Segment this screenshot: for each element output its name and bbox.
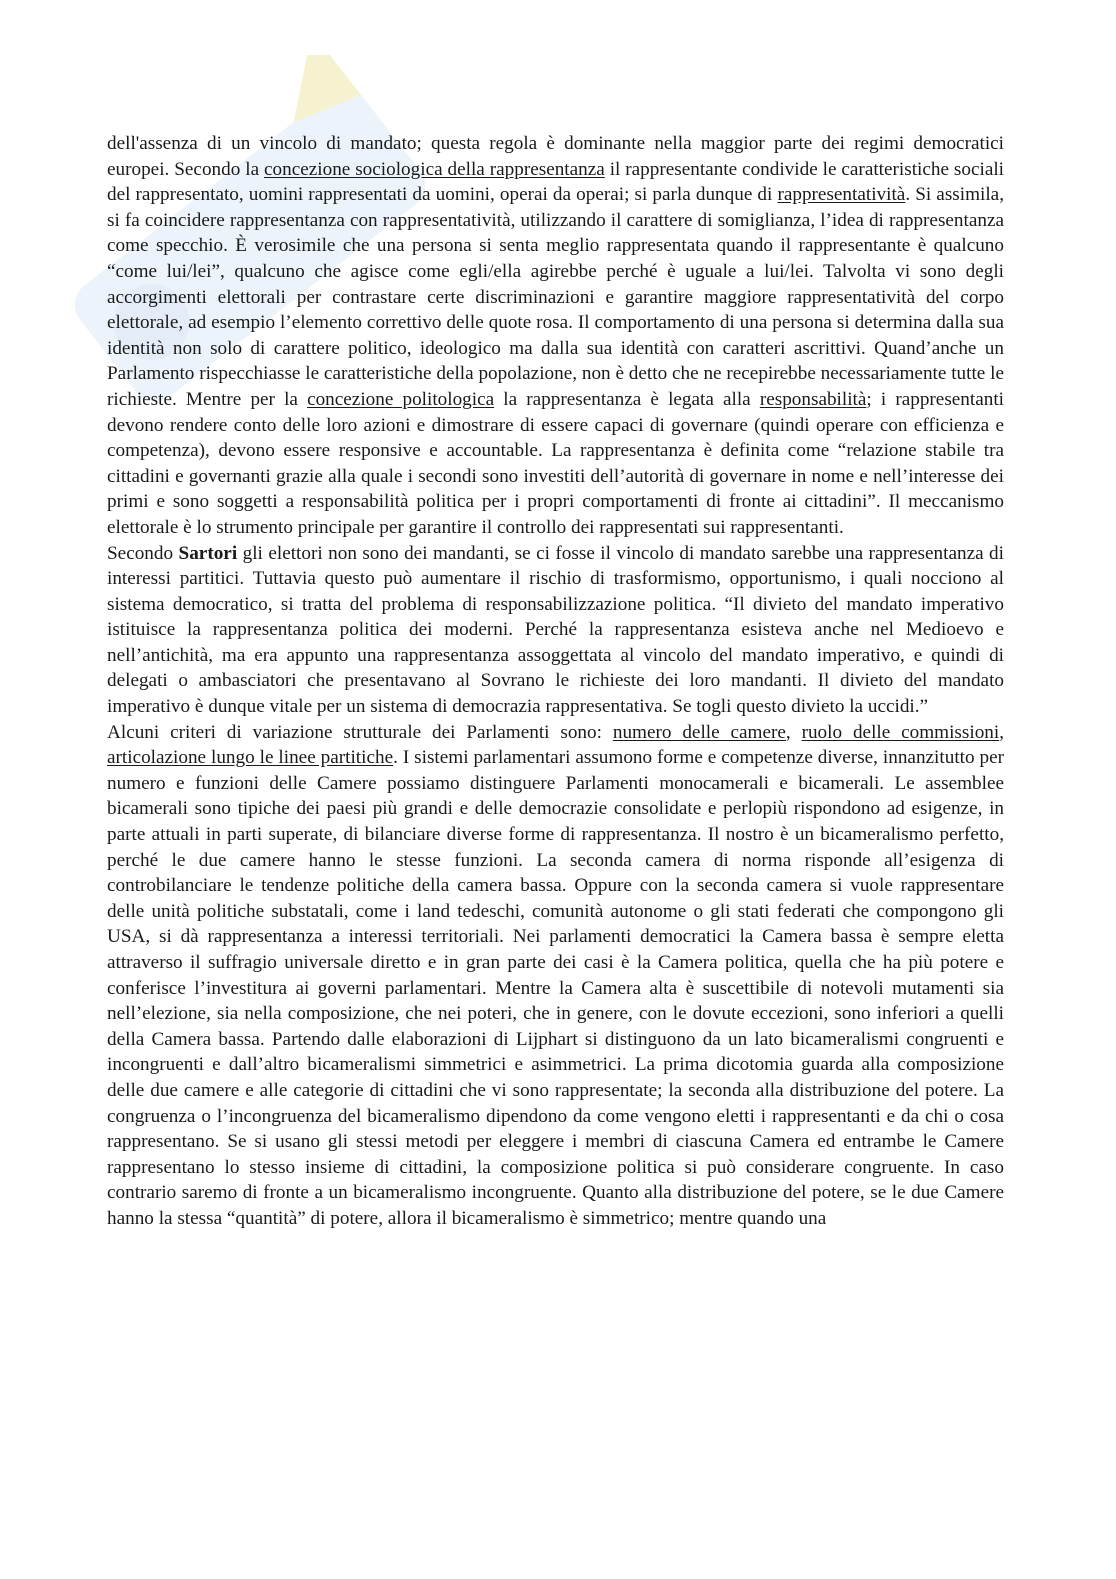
underlined-term: rappresentatività bbox=[777, 184, 906, 206]
underlined-term: articolazione lungo le linee partitiche bbox=[107, 747, 394, 769]
text-run: gli elettori non sono dei mandanti, se ci fosse il vincolo di mandato sarebbe una rappresentanza di interessi partitici. Tuttavia questo può aumentare il rischio di trasformismo, opportunismo, i quali nocciono al sistema democratico, si tratta del problema di responsabilizzazione politica. “Il divieto del mandato imperativo istituisce la rappresentanza politica dei moderni. Perché la rappresentanza esisteva anche nel Medioevo e nell’antichità, ma era appunto una rappresentanza assoggettata al vincolo del mandato imperativo, e quindi di delegati o ambasciatori che presentavano al Sovrano le richieste dei loro mandanti. Il divieto del mandato imperativo è dunque vitale per un sistema di democrazia rappresentativa. Se togli questo divieto la uccidi.” bbox=[107, 542, 1004, 718]
text-run: , bbox=[999, 721, 1005, 743]
document-body bbox=[107, 131, 1004, 1232]
underlined-term: concezione politologica bbox=[307, 388, 495, 410]
text-run: ; i rappresentanti devono rendere conto delle loro azioni e dimostrare di essere capaci di governare (quindi operare con efficienza e competenza), devono essere responsive e accountable. La rappresentanza è definita come “relazione stabile tra cittadini e governanti grazie alla quale i secondi sono investiti dell’autorità di governare in nome e nell’interesse dei primi e sono soggetti a responsabilità politica per i propri comportamenti di fronte ai cittadini”. Il meccanismo elettorale è lo strumento principale per garantire il controllo dei rappresentati sui rappresentanti. bbox=[107, 388, 1005, 538]
bold-term: Sartori bbox=[178, 542, 238, 564]
underlined-term: concezione sociologica della rappresentanza bbox=[264, 158, 605, 180]
text-run: . I sistemi parlamentari assumono forme e competenze diverse, innanzitutto per numero e funzioni delle Camere possiamo distinguere Parlamenti monocamerali e bicamerali. Le assemblee bicamerali sono tipiche dei paesi più grandi e delle democrazie consolidate e perlopiù rispondono ad esigenze, in parte attuali in parti superate, di bilanciare diverse forme di rappresentanza. Il nostro è un bicameralismo perfetto, perché le due camere hanno le stesse funzioni. La seconda camera di norma risponde all’esigenza di controbilanciare le tendenze politiche della camera bassa. Oppure con la seconda camera si vuole rappresentare delle unità politiche substatali, come i land tedeschi, comunità autonome o gli stati federati che compongono gli USA, si dà rappresentanza a interessi territoriali. Nei parlamenti democratici la Camera bassa è sempre eletta attraverso il suffragio universale diretto e in gran parte dei casi è la Camera politica, quella che ha più potere e conferisce l’investitura ai governi parlamentari. Mentre la Camera alta è suscettibile di notevoli mutamenti sia nell’elezione, sia nella composizione, che nei poteri, che in genere, con le dovute eccezioni, sono inferiori a quelli della Camera bassa. Partendo dalle elaborazioni di Lijphart si distinguono da un lato bicameralismi congruenti e incongruenti e dall’altro bicameralismi simmetrici e asimmetrici. La prima dicotomia guarda alla composizione delle due camere e alle categorie di cittadini che vi sono rappresentate; la seconda alla distribuzione del potere. La congruenza o l’incongruenza del bicameralismo dipendono da come vengono eletti i rappresentanti e da chi o cosa rappresentano. Se si usano gli stessi metodi per eleggere i membri di ciascuna Camera ed entrambe le Camere rappresentano lo stesso insieme di cittadini, la composizione politica si può considerare congruente. In caso contrario saremo di fronte a un bicameralismo incongruente. Quanto alla distribuzione del potere, se le due Camere hanno la stessa “quantità” di potere, allora il bicameralismo è simmetrico; mentre quando una bbox=[107, 747, 1005, 1229]
text-run: dell'assenza di un vincolo di mandato; questa regola è dominante nella maggior parte dei regimi democratici europei. Secondo la bbox=[107, 133, 1004, 180]
text-run: . Si assimila, si fa coincidere rappresentanza con rappresentatività, utilizzando il carattere di somiglianza, l’idea di rappresentanza come specchio. È verosimile che una persona si senta meglio rappresentata quando il rappresentante è qualcuno “come lui/lei”, qualcuno che agisce come egli/ella agirebbe perché è uguale a lui/lei. Talvolta vi sono degli accorgimenti elettorali per contrastare certe discriminazioni e garantire maggiore rappresentatività del corpo elettorale, ad esempio l’elemento correttivo delle quote rosa. Il comportamento di una persona si determina dalla sua identità non solo di carattere politico, ideologico ma dalla sua identità con caratteri ascrittivi. Quand’anche un Parlamento rispecchiasse le caratteristiche della popolazione, non è detto che ne recepirebbe necessariamente tutte le richieste. Mentre per la bbox=[107, 184, 1004, 410]
paragraph bbox=[107, 541, 1004, 720]
text-run: il rappresentante condivide le caratteristiche sociali del rappresentato, uomini rappresentati da uomini, operai da operai; si parla dunque di bbox=[107, 158, 1004, 206]
paragraph bbox=[107, 131, 1004, 541]
underlined-term: responsabilità bbox=[759, 388, 867, 410]
text-run: Secondo bbox=[107, 542, 179, 564]
underlined-term: numero delle camere bbox=[612, 721, 786, 743]
paragraph bbox=[107, 720, 1004, 1232]
text-run: Alcuni criteri di variazione strutturale dei Parlamenti sono: bbox=[107, 721, 613, 743]
text-run: la rappresentanza è legata alla bbox=[494, 388, 760, 410]
underlined-term: ruolo delle commissioni bbox=[801, 721, 1000, 743]
text-run: , bbox=[785, 721, 802, 743]
